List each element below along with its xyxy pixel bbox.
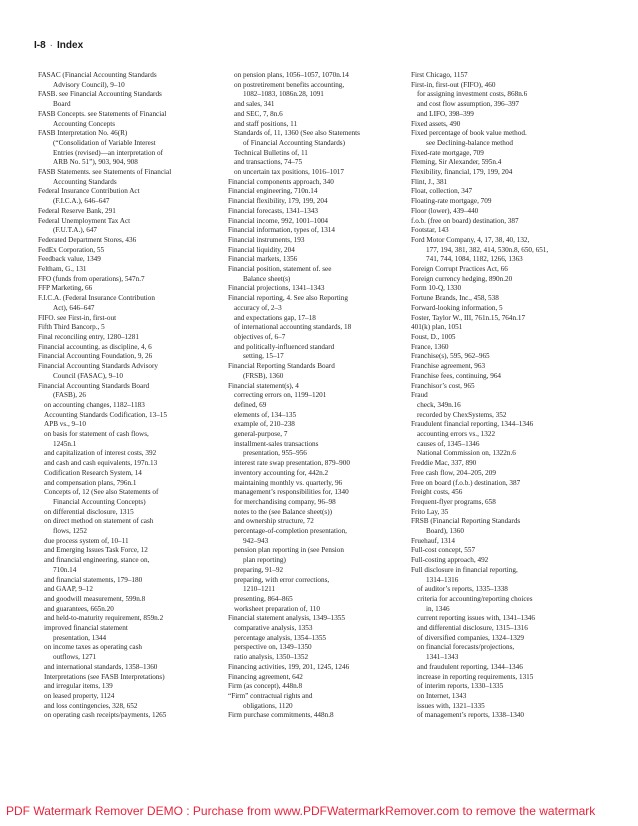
index-entry: presentation, 1344 [53, 633, 107, 642]
index-entry: Federal Unemployment Tax Act [38, 216, 131, 225]
index-entry: on pension plans, 1056–1057, 1070n.14 [234, 71, 349, 79]
index-entry: and capitalization of interest costs, 392 [44, 449, 157, 458]
index-entry: and ownership structure, 72 [234, 517, 314, 526]
index-entry: interest rate swap presentation, 879–900 [234, 459, 350, 468]
index-entry: obligations, 1120 [243, 701, 293, 710]
index-entry: Free cash flow, 204–205, 209 [411, 468, 496, 477]
index-entry: ARB No. 51”), 903, 904, 908 [53, 158, 138, 167]
index-entry: Ford Motor Company, 4, 17, 38, 40, 132, [411, 235, 530, 244]
index-entry: (FASB), 26 [53, 391, 87, 400]
index-entry: and fraudulent reporting, 1344–1346 [417, 662, 523, 671]
index-entry: Balance sheet(s) [243, 274, 291, 283]
index-entry: on leased property, 1124 [44, 692, 115, 700]
index-entry: outflows, 1271 [53, 653, 97, 662]
index-entry: of interim reports, 1330–1335 [417, 682, 504, 691]
index-entry: Fleming, Sir Alexander, 595n.4 [411, 158, 502, 167]
index-entry: Fixed percentage of book value method. [411, 129, 527, 138]
index-entry: accuracy of, 2–3 [234, 303, 282, 312]
index-entry: Flint, J., 381 [411, 177, 448, 186]
index-entry: 401(k) plan, 1051 [411, 323, 463, 332]
index-entry: 942–943 [243, 536, 269, 545]
index-entry: on differential disclosure, 1315 [44, 507, 134, 516]
index-entry: Financial statement analysis, 1349–1355 [228, 614, 345, 623]
index-entry: and loss contingencies, 328, 652 [44, 701, 138, 710]
index-entry: Frito Lay, 35 [411, 507, 449, 516]
index-entry: Fraudulent financial reporting, 1344–1346 [411, 420, 534, 429]
index-entry: and expectations gap, 17–18 [234, 313, 316, 322]
index-entry: Franchise agreement, 963 [411, 362, 486, 371]
index-entry: Interpretations (see FASB Interpretations) [44, 672, 165, 681]
index-entry: (F.U.T.A.), 647 [53, 226, 98, 235]
index-entry: and transactions, 74–75 [234, 158, 303, 167]
index-entry: Float, collection, 347 [411, 187, 473, 196]
index-entry: f.o.b. (free on board) destination, 387 [411, 216, 519, 225]
index-entry: (F.I.C.A.), 646–647 [53, 197, 110, 206]
index-entry: (FRSB), 1360 [243, 371, 284, 380]
index-entry: Frequent-flyer programs, 658 [411, 497, 496, 506]
index-entry: Forward-looking information, 5 [411, 303, 503, 312]
index-entry: 177, 194, 381, 382, 414, 530n.8, 650, 651, [426, 245, 549, 254]
index-entry: FIFO. see First-in, first-out [38, 313, 117, 322]
index-entry: Financial reporting, 4. See also Reporting [228, 294, 348, 303]
index-entry: Board), 1360 [426, 527, 464, 536]
index-entry: Financial Accounting Concepts) [53, 497, 146, 506]
index-entry: Floor (lower), 439–440 [411, 206, 479, 215]
index-entry: and financial statements, 179–180 [44, 575, 143, 584]
index-entry: percentage analysis, 1354–1355 [234, 633, 327, 642]
index-entry: presentation, 955–956 [243, 449, 307, 458]
index-entry: 1210–1211 [243, 585, 276, 594]
index-entry: First Chicago, 1157 [411, 71, 468, 79]
index-entry: and cost flow assumption, 396–397 [417, 100, 520, 109]
index-column-3 [411, 71, 593, 721]
index-entry: for merchandising company, 96–98 [234, 497, 336, 506]
index-entry: France, 1360 [411, 342, 449, 351]
index-entry: of Financial Accounting Standards) [243, 138, 346, 147]
index-entry: Technical Bulletins of, 11 [234, 148, 308, 157]
index-entry: Entries (revised)—an interpretation of [53, 148, 163, 157]
index-entry: Foreign currency hedging, 890n.20 [411, 274, 513, 283]
index-entry: Form 10-Q, 1330 [411, 284, 462, 293]
index-entry: Fixed-rate mortgage, 709 [411, 148, 484, 157]
index-entry: Concepts of, 12 (See also Statements of [44, 488, 159, 497]
index-entry: presenting, 864–865 [234, 594, 293, 603]
index-entry: FASB. see Financial Accounting Standards [38, 90, 162, 99]
index-entry: preparing, with error corrections, [234, 575, 330, 584]
index-entry: general-purpose, 7 [234, 430, 288, 439]
index-entry: 1245n.1 [53, 439, 77, 448]
index-entry: and GAAP, 9–12 [44, 585, 93, 594]
index-entry: Act), 646–647 [53, 303, 95, 312]
index-entry: objectives of, 6–7 [234, 332, 286, 341]
index-entry: Fruehauf, 1314 [411, 536, 455, 545]
index-entry: “Firm” contractual rights and [228, 692, 313, 700]
index-entry: Accounting Standards Codification, 13–15 [44, 410, 167, 419]
index-entry: correcting errors on, 1199–1201 [234, 391, 327, 400]
index-entry: inventory accounting for, 442n.2 [234, 468, 329, 477]
index-entry: on uncertain tax positions, 1016–1017 [234, 168, 344, 177]
index-entry: pension plan reporting in (see Pension [234, 546, 344, 555]
index-entry: and irregular items, 139 [44, 682, 113, 691]
index-entry: Federal Reserve Bank, 291 [38, 206, 116, 215]
index-entry: plan reporting) [243, 556, 286, 565]
index-entry: Firm purchase commitments, 448n.8 [228, 711, 334, 720]
index-entry: Financial liquidity, 204 [228, 245, 295, 254]
index-entry: of diversified companies, 1324–1329 [417, 633, 524, 642]
index-entry: FFO (funds from operations), 547n.7 [38, 274, 145, 283]
index-entry: Financial position, statement of. see [228, 265, 332, 274]
index-entry: and politically-influenced standard [234, 342, 335, 351]
index-entry: accounting errors vs., 1322 [417, 430, 496, 439]
index-entry: of international accounting standards, 18 [234, 323, 352, 332]
index-entry: maintaining monthly vs. quarterly, 96 [234, 478, 343, 487]
index-entry: causes of, 1345–1346 [417, 439, 480, 448]
index-entry: Free on board (f.o.b.) destination, 387 [411, 478, 521, 487]
index-entry: Footstar, 143 [411, 226, 449, 235]
index-entry: Council (FASAC), 9–10 [53, 371, 123, 380]
index-entry: FASAC (Financial Accounting Standards [38, 71, 157, 79]
index-entry: on basis for statement of cash flows, [44, 430, 149, 439]
index-entry: FASB Statements. see Statements of Financial [38, 168, 172, 177]
index-entry: and goodwill measurement, 599n.8 [44, 594, 146, 603]
index-entry: and financial engineering, stance on, [44, 556, 150, 565]
index-entry: management’s responsibilities for, 1340 [234, 488, 349, 497]
index-entry: Final reconciling entry, 1280–1281 [38, 332, 139, 341]
header-separator: · [49, 40, 54, 51]
index-entry: Flexibility, financial, 179, 199, 204 [411, 168, 513, 177]
index-entry: on Internet, 1343 [417, 692, 467, 700]
index-entry: Codification Research System, 14 [44, 468, 142, 477]
index-entry: Feltham, G., 131 [38, 265, 87, 274]
page-title: Index [57, 40, 84, 51]
index-entry: Firm (as concept), 448n.8 [228, 682, 303, 691]
index-entry: National Commission on, 1322n.6 [417, 449, 516, 458]
index-entry: FFP Marketing, 66 [38, 284, 93, 293]
index-entry: 1314–1316 [426, 575, 459, 584]
index-entry: defined, 69 [234, 400, 267, 409]
index-entry: Foust, D., 1005 [411, 332, 456, 341]
index-entry: FASB Concepts. see Statements of Financial [38, 109, 167, 118]
index-entry: Full-cost concept, 557 [411, 546, 476, 555]
index-entry: Foster, Taylor W., III, 761n.15, 764n.17 [411, 313, 526, 322]
index-entry: Financial projections, 1341–1343 [228, 284, 325, 293]
index-entry: check, 349n.16 [417, 400, 461, 409]
index-entry: Fraud [411, 391, 428, 400]
index-entry: Financial forecasts, 1341–1343 [228, 206, 319, 215]
index-entry: Financing agreement, 642 [228, 672, 303, 681]
index-entry: Full-costing approach, 492 [411, 556, 489, 565]
index-entry: and guarantees, 665n.20 [44, 604, 114, 613]
index-entry: 1341–1343 [426, 653, 459, 662]
index-entry: flows, 1252 [53, 527, 87, 536]
index-entry: Financial markets, 1356 [228, 255, 298, 264]
page-number: I-8 [34, 40, 46, 51]
index-entry: Financial income, 992, 1001–1004 [228, 216, 329, 225]
index-entry: for assigning investment costs, 868n.6 [417, 90, 528, 99]
index-entry: Financial statement(s), 4 [228, 381, 299, 390]
index-entry: Board [53, 100, 71, 109]
index-entry: Freddie Mac, 337, 890 [411, 459, 477, 468]
index-entry: Federal Insurance Contribution Act [38, 187, 140, 196]
index-entry: increase in reporting requirements, 1315 [417, 672, 534, 681]
index-entry: Advisory Council), 9–10 [53, 80, 125, 89]
index-entry: Financial Reporting Standards Board [228, 362, 335, 371]
index-column-2 [228, 71, 400, 721]
index-entry: on postretirement benefits accounting, [234, 80, 345, 89]
index-entry: in, 1346 [426, 604, 450, 613]
index-entry: ratio analysis, 1350–1352 [234, 653, 309, 662]
index-entry: Financial Accounting Foundation, 9, 26 [38, 352, 153, 361]
index-entry: Fixed assets, 490 [411, 119, 461, 128]
index-entry: Financial engineering, 710n.14 [228, 187, 318, 196]
index-entry: Financial information, types of, 1314 [228, 226, 335, 235]
index-entry: of management’s reports, 1338–1340 [417, 711, 524, 720]
index-column-1 [38, 71, 216, 721]
index-entry: on operating cash receipts/payments, 1265 [44, 711, 167, 720]
index-entry: see Declining-balance method [426, 138, 514, 147]
index-entry: and Emerging Issues Task Force, 12 [44, 546, 148, 555]
index-entry: (“Consolidation of Variable Interest [53, 138, 156, 147]
index-entry: on accounting changes, 1182–1183 [44, 400, 145, 409]
index-entry: Fifth Third Bancorp., 5 [38, 323, 105, 332]
index-entry: Standards of, 11, 1360 (See also Statements [234, 129, 360, 138]
index-entry: criteria for accounting/reporting choices [417, 594, 533, 603]
index-entry: and differential disclosure, 1315–1316 [417, 624, 528, 633]
index-entry: 710n.14 [53, 565, 77, 574]
index-entry: and cash and cash equivalents, 197n.13 [44, 459, 158, 468]
index-entry: issues with, 1321–1335 [417, 701, 485, 710]
index-entry: Franchise(s), 595, 962–965 [411, 352, 490, 361]
index-entry: perspective on, 1349–1350 [234, 643, 312, 652]
index-entry: preparing, 91–92 [234, 565, 284, 574]
index-entry: setting, 15–17 [243, 352, 284, 361]
index-entry: 1082–1083, 1086n.28, 1091 [243, 90, 324, 99]
index-entry: 741, 744, 1084, 1182, 1266, 1363 [426, 255, 523, 264]
index-entry: Freight costs, 456 [411, 488, 463, 497]
index-entry: Foreign Corrupt Practices Act, 66 [411, 265, 508, 274]
index-entry: FASB Interpretation No. 46(R) [38, 129, 128, 138]
index-entry: current reporting issues with, 1341–1346 [417, 614, 535, 623]
index-entry: and SEC, 7, 8n.6 [234, 109, 283, 118]
index-entry: Floating-rate mortgage, 709 [411, 197, 492, 206]
index-entry: notes to the (see Balance sheet(s)) [234, 507, 332, 516]
page-header [34, 40, 83, 51]
index-entry: of auditor’s reports, 1335–1338 [417, 585, 508, 594]
index-entry: Full disclosure in financial reporting, [411, 565, 518, 574]
index-entry: APB vs., 9–10 [44, 420, 86, 429]
index-entry: Financial Accounting Standards Board [38, 381, 150, 390]
index-entry: and sales, 341 [234, 100, 275, 109]
index-entry: on direct method on statement of cash [44, 517, 154, 526]
index-entry: Financial instruments, 193 [228, 235, 305, 244]
index-entry: Financial Accounting Standards Advisory [38, 362, 158, 371]
index-entry: and held-to-maturity requirement, 859n.2 [44, 614, 164, 623]
index-entry: Accounting Concepts [53, 119, 116, 128]
index-entry: and staff positions, 11 [234, 119, 298, 128]
index-entry: and international standards, 1358–1360 [44, 662, 158, 671]
index-entry: installment-sales transactions [234, 439, 319, 448]
watermark-banner: PDF Watermark Remover DEMO : Purchase from www.PDFWatermarkRemover.com to remove the watermark [6, 804, 596, 818]
index-entry: Feedback value, 1349 [38, 255, 101, 264]
index-entry: Fortune Brands, Inc., 458, 538 [411, 294, 499, 303]
index-entry: FedEx Corporation, 55 [38, 245, 105, 254]
index-entry: worksheet preparation of, 110 [234, 604, 320, 613]
index-entry: and compensation plans, 796n.1 [44, 478, 137, 487]
index-entry: First-in, first-out (FIFO), 460 [411, 80, 496, 89]
index-entry: Federated Department Stores, 436 [38, 235, 137, 244]
index-entry: Financial accounting, as discipline, 4, 6 [38, 342, 152, 351]
index-entry: on financial forecasts/projections, [417, 643, 515, 652]
index-entry: and LIFO, 398–399 [417, 109, 474, 118]
index-entry: due process system of, 10–11 [44, 536, 129, 545]
index-entry: Financing activities, 199, 201, 1245, 1246 [228, 662, 350, 671]
index-entry: Franchise fees, continuing, 964 [411, 371, 502, 380]
index-entry: recorded by ChexSystems, 352 [417, 410, 507, 419]
index-entry: Financial components approach, 340 [228, 177, 334, 186]
index-entry: on income taxes as operating cash [44, 643, 142, 652]
index-entry: Financial flexibility, 179, 199, 204 [228, 197, 328, 206]
index-entry: percentage-of-completion presentation, [234, 527, 347, 536]
index-entry: comparative analysis, 1353 [234, 624, 313, 633]
index-entry: elements of, 134–135 [234, 410, 297, 419]
index-entry: F.I.C.A. (Federal Insurance Contribution [38, 294, 155, 303]
index-entry: FRSB (Financial Reporting Standards [411, 517, 521, 526]
index-entry: Accounting Standards [53, 177, 117, 186]
index-entry: example of, 210–238 [234, 420, 295, 429]
index-entry: improved financial statement [44, 624, 128, 633]
index-entry: Franchisor’s cost, 965 [411, 381, 475, 390]
